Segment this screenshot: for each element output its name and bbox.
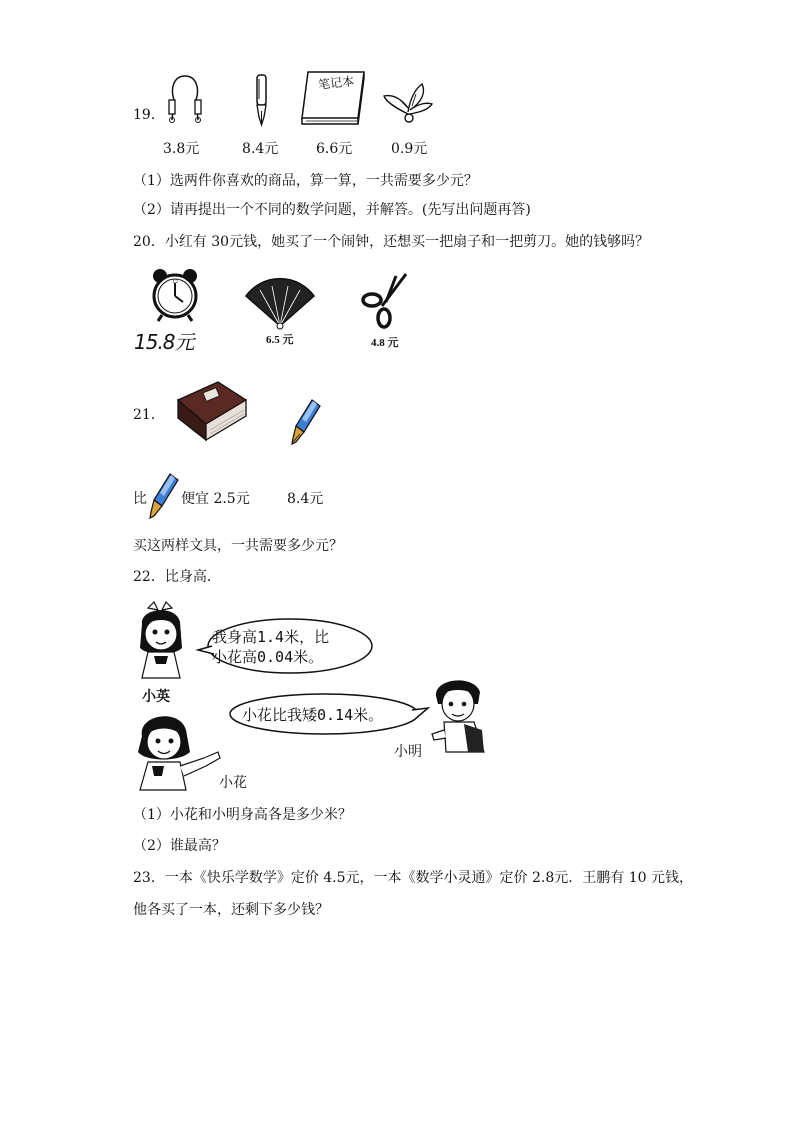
- price-shuttlecock: 0.9元: [391, 141, 428, 157]
- question-23-line-2: 他各买了一本，还剩下多少钱？: [133, 902, 329, 918]
- fan-price: 6.5 元: [266, 334, 294, 346]
- xiaohua-girl-illustration: [134, 706, 224, 792]
- question-19-number: 19．: [133, 107, 165, 123]
- clock-price-handwritten: 15.8元: [134, 330, 194, 354]
- question-22-text: 22．比身高．: [133, 569, 221, 585]
- q19-sub1: （1）选两件你喜欢的商品，算一算，一共需要多少元？: [133, 173, 478, 189]
- svg-text:12: 12: [171, 279, 179, 285]
- price-pen: 8.4元: [242, 141, 279, 157]
- fan-icon: [242, 282, 318, 330]
- q19-sub2: （2）请再提出一个不同的数学问题，并解答。(先写出问题再答): [133, 202, 531, 218]
- shuttlecock-icon: [382, 78, 434, 126]
- compare-prefix: 比: [133, 491, 147, 507]
- name-xiaoming: 小明: [394, 744, 422, 760]
- q21-question: 买这两样文具，一共需要多少元？: [133, 538, 343, 554]
- q22-sub1: （1）小花和小明身高各是多少米？: [133, 807, 352, 823]
- question-23-line-1: 23．一本《快乐学数学》定价 4.5元，一本《数学小灵通》定价 2.8元．王鹏有 10 元钱，: [133, 870, 693, 886]
- alarm-clock-icon: [150, 267, 200, 323]
- small-pen-icon: [146, 472, 180, 520]
- notebook-label: 笔记本: [317, 74, 355, 92]
- scissors-price: 4.8 元: [371, 337, 399, 349]
- name-xiaoying: 小英: [142, 689, 170, 705]
- compare-suffix: 便宜 2.5元: [181, 491, 250, 507]
- fountain-pen-icon: [252, 73, 272, 129]
- question-21-number: 21．: [133, 407, 165, 423]
- blue-pen-icon: [288, 398, 322, 448]
- xiaoming-line: 小花比我矮0.14米。: [242, 706, 384, 724]
- question-20-text: 20．小红有 30元钱，她买了一个闹钟，还想买一把扇子和一把剪刀。她的钱够吗？: [133, 234, 650, 250]
- xiaoming-boy-illustration: [428, 674, 490, 754]
- q22-sub2: （2）谁最高？: [133, 838, 226, 854]
- xiaoying-girl-illustration: [134, 598, 204, 682]
- dictionary-book-icon: [172, 378, 250, 444]
- jump-rope-icon: [160, 70, 210, 130]
- price-notebook: 6.6元: [316, 141, 353, 157]
- xiaoying-line-2: 小花高0.04米。: [212, 648, 324, 666]
- pen-price: 8.4元: [287, 491, 324, 507]
- xiaoying-line-1: 我身高1.4米，比: [212, 628, 330, 646]
- scissors-icon: [360, 272, 414, 330]
- name-xiaohua: 小花: [219, 775, 247, 791]
- price-jump-rope: 3.8元: [163, 141, 200, 157]
